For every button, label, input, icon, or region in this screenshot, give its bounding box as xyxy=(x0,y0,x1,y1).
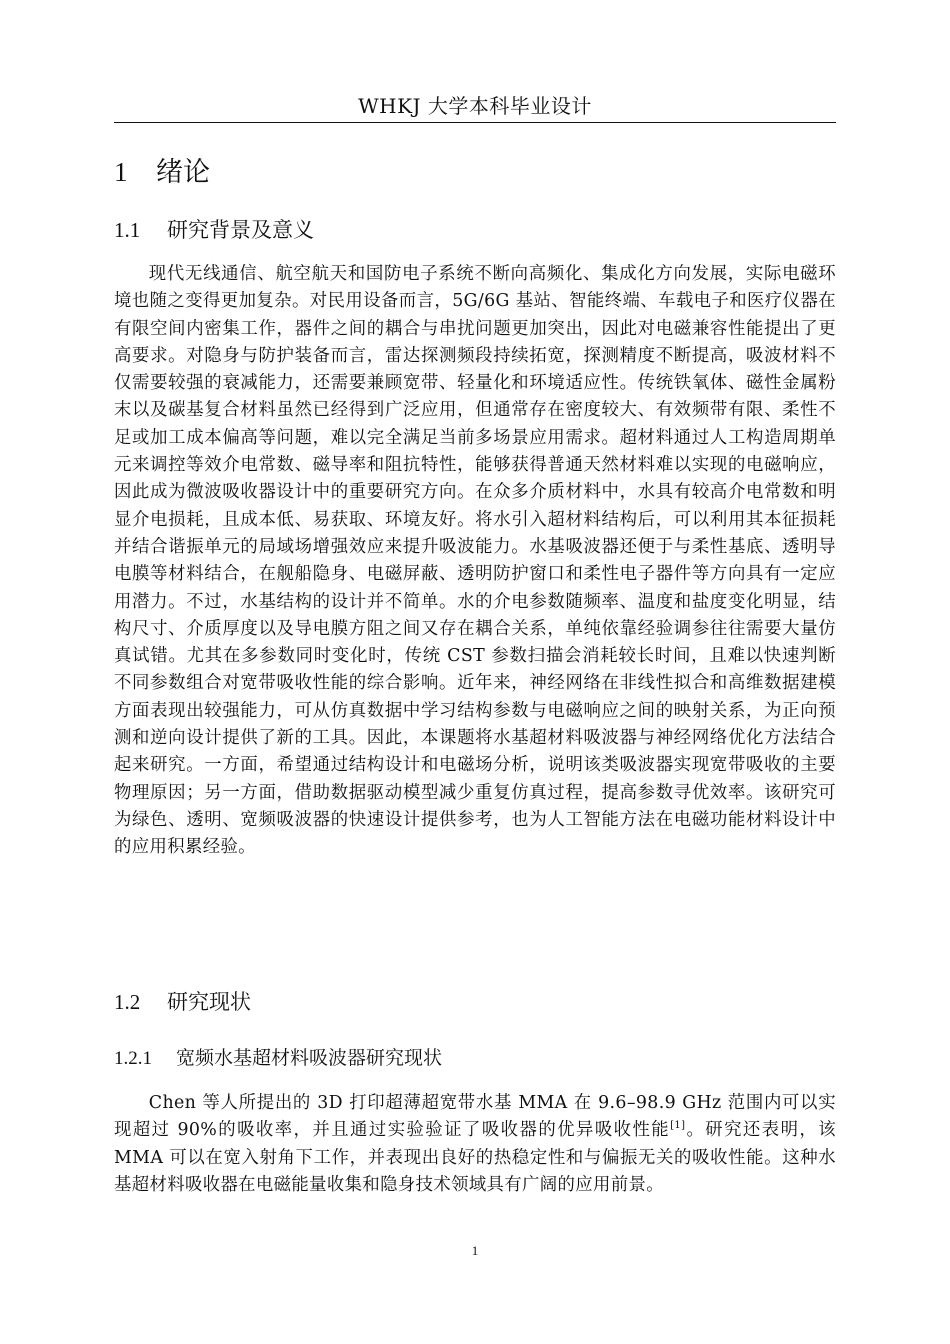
subsection-heading-1-2-1 xyxy=(114,1044,442,1073)
section-heading-1-1 xyxy=(114,215,314,245)
chapter-title: 绪论 xyxy=(156,157,210,188)
running-header: WHKJ 大学本科毕业设计 xyxy=(358,94,592,118)
section-number: 1.2 xyxy=(114,990,141,1014)
status-paragraph xyxy=(114,1090,836,1199)
chapter-number: 1 xyxy=(114,157,128,187)
background-paragraph: 现代无线通信、航空航天和国防电子系统不断向高频化、集成化方向发展，实际电磁环境也随之变得更加复杂。对民用设备而言，5G/6G 基站、智能终端、车载电子和医疗仪器在有限空间内密集工作，器件之间的耦合与串扰问题更加突出，因此对电磁兼容性能提出了更高要求。对隐身与防护装备而言，雷达探测频段持续拓宽，探测精度不断提高，吸波材料不仅需要较强的衰减能力，还需要兼顾宽带、轻量化和环境适应性。传统铁氧体、磁性金属粉末以及碳基复合材料虽然已经得到广泛应用，但通常存在密度较大、有效频带有限、柔性不足或加工成本偏高等问题，难以完全满足当前多场景应用需求。超材料通过人工构造周期单元来调控等效介电常数、磁导率和阻抗特性，能够获得普通天然材料难以实现的电磁响应，因此成为微波吸收器设计中的重要研究方向。在众多介质材料中，水具有较高介电常数和明显介电损耗，且成本低、易获取、环境友好。将水引入超材料结构后，可以利用其本征损耗并结合谐振单元的局域场增强效应来提升吸波能力。水基吸波器还便于与柔性基底、透明导电膜等材料结合，在舰船隐身、电磁屏蔽、透明防护窗口和柔性电子器件等方向具有一定应用潜力。不过，水基结构的设计并不简单。水的介电参数随频率、温度和盐度变化明显，结构尺寸、介质厚度以及导电膜方阻之间又存在耦合关系，单纯依靠经验调参往往需要大量仿真试错。尤其在多参数同时变化时，传统 CST 参数扫描会消耗较长时间，且难以快速判断不同参数组合对宽带吸收性能的综合影响。近年来，神经网络在非线性拟合和高维数据建模方面表现出较强能力，可从仿真数据中学习结构参数与电磁响应之间的映射关系，为正向预测和逆向设计提供了新的工具。因此，本课题将水基超材料吸波器与神经网络优化方法结合起来研究。一方面，希望通过结构设计和电磁场分析，说明该类吸波器实现宽带吸收的主要物理原因；另一方面，借助数据驱动模型减少重复仿真过程，提高参数寻优效率。该研究可为绿色、透明、宽频吸波器的快速设计提供参考，也为人工智能方法在电磁功能材料设计中的应用积累经验。 xyxy=(114,264,836,858)
section-title: 研究现状 xyxy=(167,990,251,1014)
section-heading-1-2 xyxy=(114,987,251,1017)
page-number: 1 xyxy=(471,1243,479,1258)
section-number: 1.1 xyxy=(114,218,141,242)
paragraph-text: 。研究还表明，该 MMA 可以在宽入射角下工作，并表现出良好的热稳定性和与偏振无关的吸收性能。这种水基超材料吸收器在电磁能量收集和隐身技术领域具有广阔的应用前景。 xyxy=(114,1120,836,1195)
header-rule xyxy=(114,122,836,123)
subsection-number: 1.2.1 xyxy=(114,1048,152,1069)
paragraph-text: Chen 等人所提出的 3D 打印超薄超宽带水基 MMA 在 9.6–98.9 GHz 范围内可以实现超过 90%的吸收率，并且通过实验验证了吸收器的优异吸收性能 xyxy=(114,1093,836,1141)
chapter-heading xyxy=(114,155,210,190)
citation-ref[interactable]: [1] xyxy=(670,1120,686,1132)
subsection-title: 宽频水基超材料吸波器研究现状 xyxy=(176,1047,443,1069)
section-title: 研究背景及意义 xyxy=(167,218,314,242)
